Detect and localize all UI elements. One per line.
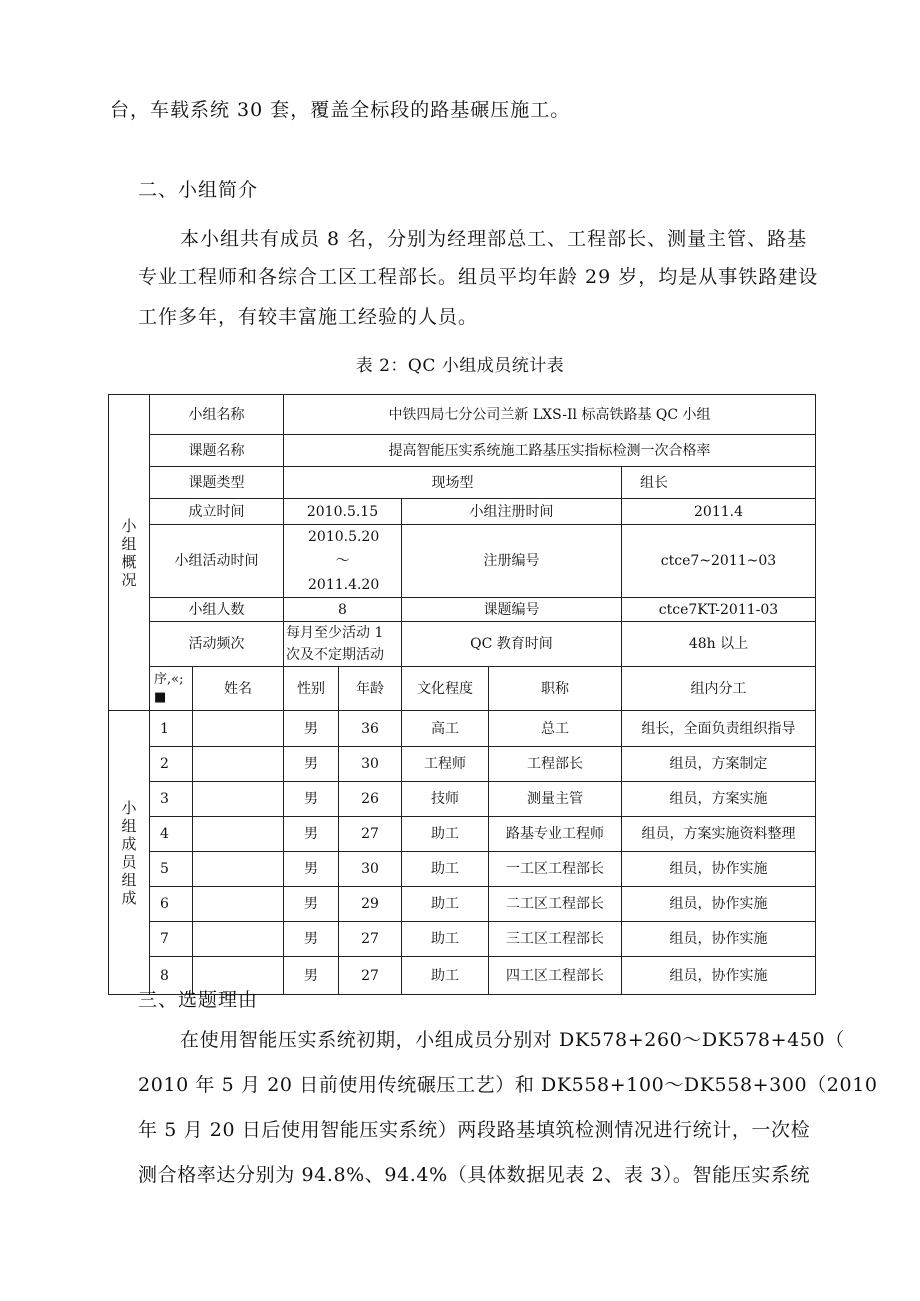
member-number: 4	[150, 817, 193, 852]
member-education: 助工	[402, 957, 489, 995]
paragraph-line: 专业工程师和各综合工区工程部长。组员平均年龄 29 岁，均是从事铁路建设	[138, 266, 819, 288]
member-title: 三工区工程部长	[489, 922, 622, 957]
member-number: 7	[150, 922, 193, 957]
topic-value: 提高智能压实系统施工路基压实指标检测一次合格率	[284, 435, 816, 467]
member-age: 27	[339, 817, 402, 852]
table-row	[109, 852, 816, 887]
member-duty: 组员，协作实施	[622, 852, 816, 887]
member-title: 测量主管	[489, 782, 622, 817]
member-gender: 男	[284, 711, 339, 747]
member-number: 6	[150, 887, 193, 922]
member-education: 助工	[402, 852, 489, 887]
members-section-label: 小组成员组成	[109, 711, 150, 995]
topic-number-value: ctce7KT-2011-03	[622, 598, 816, 622]
founded-value: 2010.5.15	[284, 499, 402, 525]
member-education: 高工	[402, 711, 489, 747]
member-name	[193, 782, 284, 817]
member-number: 8	[150, 957, 193, 995]
founded-label: 成立时间	[150, 499, 284, 525]
table-caption: 表 2：QC 小组成员统计表	[355, 356, 565, 376]
member-gender: 男	[284, 922, 339, 957]
paragraph-line: 工作多年，有较丰富施工经验的人员。	[138, 306, 479, 328]
registration-time-label: 小组注册时间	[402, 499, 622, 525]
member-name	[193, 852, 284, 887]
column-header-duty: 组内分工	[622, 667, 816, 711]
qc-education-time-label: QC 教育时间	[402, 622, 622, 667]
column-header-gender: 性别	[284, 667, 339, 711]
member-number: 1	[150, 711, 193, 747]
member-gender: 男	[284, 817, 339, 852]
member-number: 3	[150, 782, 193, 817]
paragraph-line: 年 5 月 20 日后使用智能压实系统）两段路基填筑检测情况进行统计，一次检	[138, 1119, 811, 1141]
member-age: 27	[339, 922, 402, 957]
column-header-name: 姓名	[193, 667, 284, 711]
table-row	[109, 922, 816, 957]
column-header-age: 年龄	[339, 667, 402, 711]
member-gender: 男	[284, 747, 339, 782]
member-duty: 组员，方案实施	[622, 782, 816, 817]
member-education: 技师	[402, 782, 489, 817]
member-duty: 组长，全面负责组织指导	[622, 711, 816, 747]
intro-paragraph-line: 台，车载系统 30 套，覆盖全标段的路基碾压施工。	[110, 99, 571, 121]
member-education: 助工	[402, 922, 489, 957]
member-duty: 组员，方案制定	[622, 747, 816, 782]
member-age: 29	[339, 887, 402, 922]
activity-time-label: 小组活动时间	[150, 525, 284, 598]
member-number: 2	[150, 747, 193, 782]
member-age: 26	[339, 782, 402, 817]
group-name-label: 小组名称	[150, 395, 284, 435]
member-duty: 组员，协作实施	[622, 957, 816, 995]
member-number: 5	[150, 852, 193, 887]
column-header-education: 文化程度	[402, 667, 489, 711]
member-education: 助工	[402, 817, 489, 852]
leader-label: 组长	[622, 467, 816, 499]
group-name-value: 中铁四局七分公司兰新 LXS-Il 标高铁路基 QC 小组	[284, 395, 816, 435]
table-row	[109, 747, 816, 782]
topic-number-label: 课题编号	[402, 598, 622, 622]
paragraph-line: 2010 年 5 月 20 日前使用传统碾压工艺）和 DK558+100～DK558+300（2010	[138, 1074, 878, 1096]
member-count-label: 小组人数	[150, 598, 284, 622]
member-education: 助工	[402, 887, 489, 922]
member-name	[193, 817, 284, 852]
member-name	[193, 747, 284, 782]
member-age: 30	[339, 747, 402, 782]
member-gender: 男	[284, 852, 339, 887]
qc-education-time-value: 48h 以上	[622, 622, 816, 667]
table-row	[109, 817, 816, 852]
registration-number-label: 注册编号	[402, 525, 622, 598]
activity-frequency-value: 每月至少活动 1 次及不定期活动	[284, 622, 402, 667]
column-header-number: 序,«;■	[150, 667, 193, 711]
member-title: 一工区工程部长	[489, 852, 622, 887]
qc-group-member-table	[108, 394, 816, 995]
activity-time-value: 2010.5.20～2011.4.20	[284, 525, 402, 598]
section-heading-topic-reason: 三、选题理由	[138, 989, 259, 1011]
member-gender: 男	[284, 957, 339, 995]
member-name	[193, 887, 284, 922]
paragraph-line: 在使用智能压实系统初期，小组成员分别对 DK578+260～DK578+450（	[180, 1029, 845, 1051]
column-header-title: 职称	[489, 667, 622, 711]
member-gender: 男	[284, 782, 339, 817]
member-duty: 组员，方案实施资料整理	[622, 817, 816, 852]
member-title: 工程部长	[489, 747, 622, 782]
member-title: 路基专业工程师	[489, 817, 622, 852]
member-age: 36	[339, 711, 402, 747]
member-title: 四工区工程部长	[489, 957, 622, 995]
member-education: 工程师	[402, 747, 489, 782]
overview-section-label: 小组概况	[109, 395, 150, 711]
topic-label: 课题名称	[150, 435, 284, 467]
topic-type-value: 现场型	[284, 467, 622, 499]
member-age: 27	[339, 957, 402, 995]
member-age: 30	[339, 852, 402, 887]
registration-time-value: 2011.4	[622, 499, 816, 525]
table-row	[109, 711, 816, 747]
paragraph-line: 测合格率达分别为 94.8%、94.4%（具体数据见表 2、表 3）。智能压实系统	[138, 1164, 811, 1186]
section-heading-group-intro: 二、小组简介	[138, 179, 259, 201]
member-count-value: 8	[284, 598, 402, 622]
topic-type-label: 课题类型	[150, 467, 284, 499]
activity-frequency-label: 活动频次	[150, 622, 284, 667]
member-name	[193, 922, 284, 957]
table-row	[109, 782, 816, 817]
member-gender: 男	[284, 887, 339, 922]
table-row	[109, 887, 816, 922]
member-duty: 组员，协作实施	[622, 887, 816, 922]
paragraph-line: 本小组共有成员 8 名，分别为经理部总工、工程部长、测量主管、路基	[180, 228, 808, 250]
member-title: 二工区工程部长	[489, 887, 622, 922]
member-name	[193, 711, 284, 747]
member-duty: 组员，协作实施	[622, 922, 816, 957]
member-title: 总工	[489, 711, 622, 747]
registration-number-value: ctce7~2011~03	[622, 525, 816, 598]
